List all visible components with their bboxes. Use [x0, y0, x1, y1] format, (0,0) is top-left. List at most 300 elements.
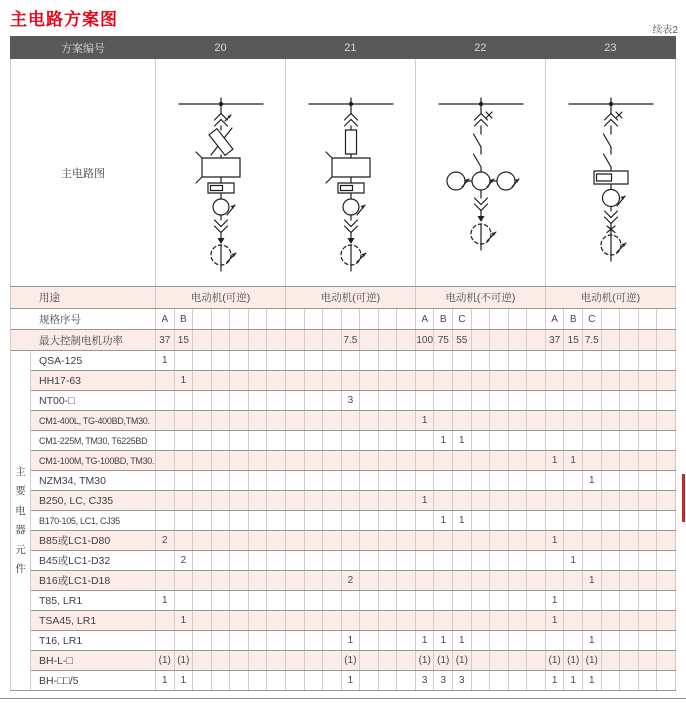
spec-cell	[508, 309, 527, 330]
grid-cell	[471, 611, 490, 631]
grid-cell	[360, 651, 379, 671]
grid-cell	[248, 551, 267, 571]
grid-cell	[453, 571, 472, 591]
grid-cell	[304, 411, 323, 431]
grid-cell	[360, 631, 379, 651]
grid-cell	[527, 511, 546, 531]
grid-cell	[397, 431, 416, 451]
grid-cell	[193, 451, 212, 471]
grid-cell: 1	[341, 671, 360, 691]
grid-cell	[601, 671, 620, 691]
grid-cell	[230, 671, 249, 691]
scheme-number-23: 23	[545, 37, 675, 59]
diagram-cell-20	[156, 59, 286, 287]
side-label-text: 主 要 电 器 元 件	[15, 465, 26, 575]
grid-cell	[638, 511, 657, 531]
grid-cell: 3	[434, 671, 453, 691]
spec-cell	[323, 309, 342, 330]
grid-cell	[230, 531, 249, 551]
grid-cell	[508, 551, 527, 571]
grid-cell	[453, 411, 472, 431]
grid-cell	[415, 511, 434, 531]
grid-cell	[360, 531, 379, 551]
grid-cell	[453, 591, 472, 611]
grid-cell	[360, 411, 379, 431]
spec-cell	[471, 309, 490, 330]
grid-cell: 1	[582, 471, 601, 491]
grid-cell	[267, 371, 286, 391]
grid-cell	[304, 471, 323, 491]
grid-cell	[601, 391, 620, 411]
power-cell	[323, 330, 342, 351]
grid-cell	[174, 391, 193, 411]
grid-cell	[582, 371, 601, 391]
grid-cell	[490, 531, 509, 551]
grid-cell	[304, 591, 323, 611]
power-cell	[471, 330, 490, 351]
grid-cell	[657, 471, 676, 491]
component-row	[11, 591, 676, 611]
component-name: B170-105, LC1, CJ35	[31, 511, 156, 531]
grid-cell	[601, 651, 620, 671]
diagram-label: 主电路图	[11, 59, 156, 287]
grid-cell	[490, 411, 509, 431]
component-name: B250, LC, CJ35	[31, 491, 156, 511]
grid-cell	[193, 371, 212, 391]
grid-cell	[211, 351, 230, 371]
grid-cell	[248, 531, 267, 551]
grid-cell	[657, 351, 676, 371]
grid-cell	[156, 571, 175, 591]
grid-cell	[415, 431, 434, 451]
grid-cell	[304, 631, 323, 651]
grid-cell	[471, 491, 490, 511]
grid-cell	[527, 651, 546, 671]
grid-cell	[211, 591, 230, 611]
grid-cell	[527, 491, 546, 511]
grid-cell	[620, 611, 639, 631]
grid-cell	[601, 431, 620, 451]
grid-cell	[323, 491, 342, 511]
grid-cell	[471, 671, 490, 691]
grid-cell: 1	[415, 631, 434, 651]
power-cell: 55	[453, 330, 472, 351]
grid-cell: (1)	[341, 651, 360, 671]
grid-cell	[601, 611, 620, 631]
grid-cell	[527, 451, 546, 471]
grid-cell	[304, 671, 323, 691]
circuit-diagram-23	[546, 59, 675, 286]
power-cell	[267, 330, 286, 351]
grid-cell	[657, 571, 676, 591]
grid-cell: (1)	[174, 651, 193, 671]
power-cell	[248, 330, 267, 351]
component-row	[11, 631, 676, 651]
grid-cell	[211, 491, 230, 511]
grid-cell	[304, 611, 323, 631]
grid-cell	[415, 551, 434, 571]
grid-cell	[193, 651, 212, 671]
grid-cell	[453, 451, 472, 471]
spec-cell	[601, 309, 620, 330]
grid-cell	[564, 411, 583, 431]
grid-cell	[620, 511, 639, 531]
grid-cell	[304, 391, 323, 411]
grid-cell	[285, 651, 304, 671]
grid-cell	[434, 611, 453, 631]
grid-cell	[285, 351, 304, 371]
grid-cell	[211, 571, 230, 591]
grid-cell	[174, 431, 193, 451]
grid-cell	[638, 631, 657, 651]
grid-cell	[657, 411, 676, 431]
power-cell	[508, 330, 527, 351]
grid-cell	[193, 411, 212, 431]
grid-cell	[564, 511, 583, 531]
grid-cell	[285, 431, 304, 451]
grid-cell	[341, 471, 360, 491]
grid-cell	[601, 551, 620, 571]
grid-cell	[620, 451, 639, 471]
grid-cell	[582, 351, 601, 371]
grid-cell	[248, 571, 267, 591]
grid-cell	[508, 471, 527, 491]
grid-cell	[415, 371, 434, 391]
grid-cell	[248, 371, 267, 391]
grid-cell	[323, 551, 342, 571]
grid-cell	[378, 551, 397, 571]
spec-cell: B	[564, 309, 583, 330]
grid-cell	[230, 591, 249, 611]
grid-cell	[620, 551, 639, 571]
grid-cell	[545, 491, 564, 511]
grid-cell	[267, 671, 286, 691]
power-cell: 15	[564, 330, 583, 351]
grid-cell	[471, 371, 490, 391]
grid-cell	[248, 491, 267, 511]
grid-cell	[304, 551, 323, 571]
grid-cell	[378, 591, 397, 611]
grid-cell	[360, 471, 379, 491]
grid-cell	[582, 431, 601, 451]
grid-cell	[378, 411, 397, 431]
grid-cell	[601, 371, 620, 391]
grid-cell	[341, 491, 360, 511]
grid-cell	[304, 571, 323, 591]
scheme-table	[10, 36, 676, 691]
component-row	[11, 651, 676, 671]
grid-cell	[174, 591, 193, 611]
grid-cell	[490, 591, 509, 611]
grid-cell	[527, 531, 546, 551]
component-row	[11, 511, 676, 531]
grid-cell	[527, 411, 546, 431]
grid-cell	[527, 351, 546, 371]
grid-cell	[620, 651, 639, 671]
grid-cell	[508, 611, 527, 631]
grid-cell	[601, 451, 620, 471]
grid-cell: 1	[453, 431, 472, 451]
circuit-diagram-20	[156, 59, 285, 286]
grid-cell	[582, 451, 601, 471]
grid-cell	[360, 451, 379, 471]
grid-cell	[638, 371, 657, 391]
grid-cell	[230, 611, 249, 631]
grid-cell	[360, 571, 379, 591]
grid-cell	[471, 431, 490, 451]
component-row	[11, 611, 676, 631]
spec-cell	[397, 309, 416, 330]
grid-cell	[490, 611, 509, 631]
grid-cell	[267, 591, 286, 611]
grid-cell	[267, 551, 286, 571]
grid-cell: 1	[564, 671, 583, 691]
grid-cell	[230, 411, 249, 431]
grid-cell: 1	[545, 671, 564, 691]
grid-cell: (1)	[453, 651, 472, 671]
grid-cell	[527, 671, 546, 691]
grid-cell	[490, 551, 509, 571]
power-cell	[657, 330, 676, 351]
grid-cell	[341, 451, 360, 471]
power-cell: 37	[545, 330, 564, 351]
grid-cell	[323, 571, 342, 591]
grid-cell	[174, 631, 193, 651]
grid-cell	[304, 511, 323, 531]
power-cell	[285, 330, 304, 351]
grid-cell	[397, 631, 416, 651]
grid-cell	[620, 571, 639, 591]
grid-cell: 1	[545, 591, 564, 611]
grid-cell	[230, 631, 249, 651]
component-row	[11, 471, 676, 491]
grid-cell	[471, 551, 490, 571]
grid-cell	[211, 631, 230, 651]
grid-cell: 1	[582, 571, 601, 591]
grid-cell	[601, 411, 620, 431]
grid-cell	[156, 471, 175, 491]
grid-cell	[657, 651, 676, 671]
grid-cell	[638, 531, 657, 551]
grid-cell	[508, 391, 527, 411]
spec-cell: B	[434, 309, 453, 330]
scheme-number-20: 20	[156, 37, 286, 59]
grid-cell	[657, 671, 676, 691]
grid-cell	[230, 431, 249, 451]
grid-cell	[174, 471, 193, 491]
grid-cell	[638, 351, 657, 371]
grid-cell: 1	[564, 451, 583, 471]
grid-cell	[490, 351, 509, 371]
grid-cell	[193, 351, 212, 371]
grid-cell	[601, 351, 620, 371]
grid-cell	[267, 391, 286, 411]
grid-cell	[193, 431, 212, 451]
grid-cell	[267, 451, 286, 471]
grid-cell	[415, 571, 434, 591]
grid-cell	[230, 371, 249, 391]
grid-cell	[434, 531, 453, 551]
grid-cell	[341, 371, 360, 391]
grid-cell: 1	[174, 611, 193, 631]
grid-cell	[657, 591, 676, 611]
component-row	[11, 551, 676, 571]
grid-cell	[193, 531, 212, 551]
grid-cell	[360, 611, 379, 631]
grid-cell	[285, 511, 304, 531]
grid-cell	[341, 431, 360, 451]
grid-cell	[248, 631, 267, 651]
grid-cell	[657, 531, 676, 551]
grid-cell	[508, 351, 527, 371]
grid-cell	[304, 451, 323, 471]
grid-cell	[434, 591, 453, 611]
grid-cell	[211, 551, 230, 571]
grid-cell	[378, 571, 397, 591]
grid-cell: 1	[434, 511, 453, 531]
grid-cell	[638, 471, 657, 491]
grid-cell	[601, 631, 620, 651]
scheme-number-22: 22	[415, 37, 545, 59]
grid-cell	[174, 511, 193, 531]
grid-cell	[582, 551, 601, 571]
grid-cell	[657, 431, 676, 451]
grid-cell	[397, 651, 416, 671]
grid-body	[11, 309, 676, 691]
component-name: B16或LC1-D18	[31, 571, 156, 591]
grid-cell	[564, 591, 583, 611]
grid-cell	[657, 611, 676, 631]
scheme-header-label: 方案编号	[11, 37, 156, 59]
grid-cell	[657, 551, 676, 571]
grid-cell	[434, 551, 453, 571]
grid-cell	[638, 651, 657, 671]
grid-cell	[285, 531, 304, 551]
page-bottom-rule	[0, 698, 686, 699]
grid-cell: 1	[156, 351, 175, 371]
component-name: CM1-100M, TG-100BD, TM30.	[31, 451, 156, 471]
grid-cell	[453, 551, 472, 571]
grid-cell	[323, 471, 342, 491]
grid-cell	[304, 531, 323, 551]
grid-cell	[323, 351, 342, 371]
grid-cell	[527, 471, 546, 491]
grid-cell	[453, 491, 472, 511]
grid-cell	[415, 451, 434, 471]
power-cell	[490, 330, 509, 351]
grid-cell	[564, 631, 583, 651]
grid-cell	[378, 651, 397, 671]
grid-cell	[657, 511, 676, 531]
component-name: NT00-□	[31, 391, 156, 411]
grid-cell: 1	[453, 631, 472, 651]
grid-cell	[397, 591, 416, 611]
grid-cell	[248, 511, 267, 531]
grid-cell: 1	[453, 511, 472, 531]
spec-cell	[620, 309, 639, 330]
grid-cell	[156, 611, 175, 631]
grid-cell	[193, 511, 212, 531]
grid-cell	[453, 351, 472, 371]
grid-cell	[193, 671, 212, 691]
grid-cell	[267, 491, 286, 511]
grid-cell	[397, 371, 416, 391]
grid-cell	[638, 451, 657, 471]
spec-cell	[490, 309, 509, 330]
usage-row	[11, 287, 676, 309]
grid-cell	[360, 551, 379, 571]
spec-cell	[657, 309, 676, 330]
grid-cell	[434, 371, 453, 391]
grid-cell	[323, 631, 342, 651]
grid-cell	[564, 431, 583, 451]
grid-cell	[193, 611, 212, 631]
grid-cell	[174, 351, 193, 371]
grid-cell	[490, 651, 509, 671]
spec-cell	[527, 309, 546, 330]
grid-cell	[174, 491, 193, 511]
grid-cell	[471, 651, 490, 671]
grid-cell	[156, 451, 175, 471]
grid-cell	[453, 611, 472, 631]
spec-label: 规格序号	[11, 309, 156, 330]
spec-cell: A	[545, 309, 564, 330]
grid-cell: 1	[434, 631, 453, 651]
continuation-label: 续表2	[652, 25, 678, 36]
grid-cell	[490, 571, 509, 591]
grid-cell	[490, 431, 509, 451]
spec-cell	[360, 309, 379, 330]
grid-cell	[378, 611, 397, 631]
component-row	[11, 411, 676, 431]
spec-cell	[267, 309, 286, 330]
grid-cell	[248, 471, 267, 491]
grid-cell	[453, 531, 472, 551]
grid-cell	[545, 371, 564, 391]
grid-cell	[156, 551, 175, 571]
component-name: TSA45, LR1	[31, 611, 156, 631]
grid-cell	[601, 471, 620, 491]
grid-cell	[304, 371, 323, 391]
grid-cell	[601, 511, 620, 531]
usage-cell-21: 电动机(可逆)	[285, 287, 415, 309]
power-cell: 100	[415, 330, 434, 351]
usage-cell-20: 电动机(可逆)	[156, 287, 286, 309]
grid-cell	[601, 531, 620, 551]
grid-cell: 2	[174, 551, 193, 571]
grid-cell	[545, 351, 564, 371]
grid-cell	[545, 631, 564, 651]
grid-cell	[508, 371, 527, 391]
grid-cell	[620, 391, 639, 411]
spec-cell: A	[415, 309, 434, 330]
grid-cell	[620, 371, 639, 391]
grid-cell	[564, 491, 583, 511]
component-row	[11, 531, 676, 551]
grid-cell: 2	[156, 531, 175, 551]
grid-cell	[638, 571, 657, 591]
grid-cell	[415, 471, 434, 491]
grid-cell	[527, 631, 546, 651]
grid-cell	[174, 571, 193, 591]
grid-cell	[582, 411, 601, 431]
component-row	[11, 571, 676, 591]
grid-cell	[527, 571, 546, 591]
grid-cell	[471, 471, 490, 491]
grid-cell	[638, 611, 657, 631]
grid-cell	[471, 411, 490, 431]
grid-cell	[248, 391, 267, 411]
